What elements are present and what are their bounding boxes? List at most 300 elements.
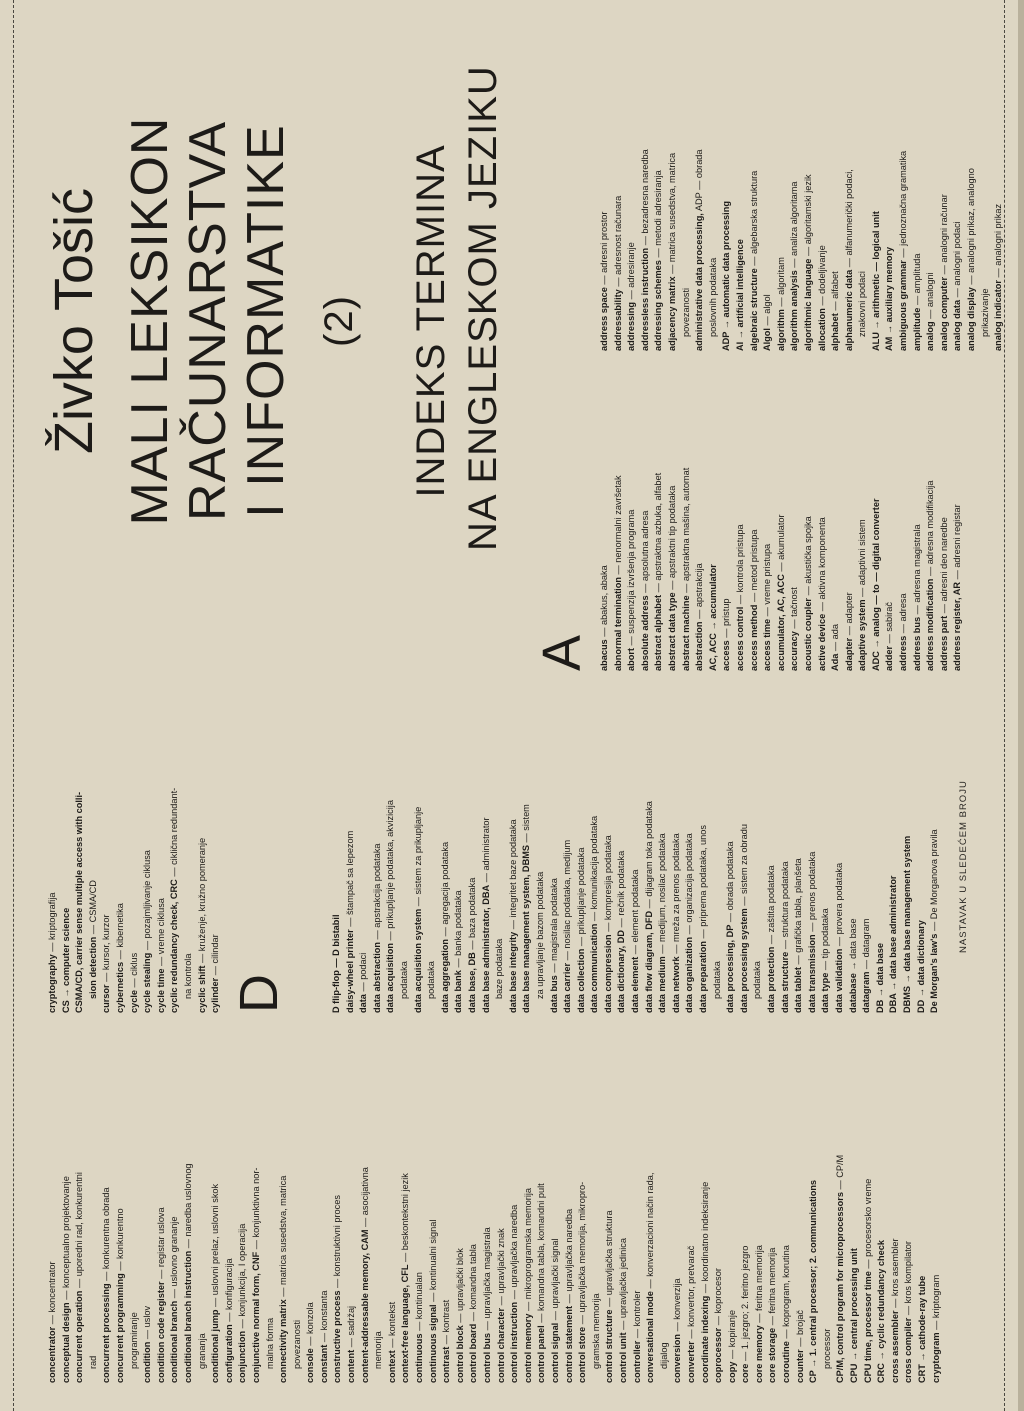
entry-term: analog computer bbox=[938, 276, 949, 351]
entry-definition: — suspenzija izvršenja programa bbox=[626, 509, 637, 649]
entry-term: data collection bbox=[575, 948, 586, 1013]
entry-term: counter bbox=[794, 1349, 805, 1383]
entry-term: access method bbox=[748, 604, 759, 671]
entry-definition: — rečnik podataka bbox=[616, 850, 627, 930]
entry-term: concurrent operation bbox=[74, 1290, 85, 1383]
entry-definition: — adresiranje bbox=[626, 242, 637, 302]
entry-term: console bbox=[305, 1348, 316, 1383]
entry-definition: — koprogram, korutina bbox=[781, 1245, 792, 1342]
entry-definition: — tačnost bbox=[789, 587, 800, 632]
entry-definition: — kibernetika bbox=[114, 903, 125, 962]
entry-term: CPU time, processor time bbox=[862, 1271, 873, 1383]
dictionary-entry bbox=[141, 1053, 155, 1383]
dictionary-entry bbox=[495, 1053, 509, 1383]
entry-term: De Morgan's law's bbox=[929, 933, 940, 1013]
entry-definition: — kontroler bbox=[631, 1290, 642, 1341]
entry-term: accuracy bbox=[789, 631, 800, 671]
entry-term: data flow diagram, DFD bbox=[643, 910, 654, 1013]
entry-term: data communication bbox=[589, 923, 600, 1013]
dictionary-entry bbox=[928, 668, 942, 1013]
entry-term: DD → data dictionary bbox=[915, 920, 926, 1013]
dictionary-entry bbox=[761, 341, 775, 671]
entry-definition: — tip podataka bbox=[820, 908, 831, 973]
dictionary-entry bbox=[372, 1053, 386, 1383]
entry-term: conversion bbox=[672, 1333, 683, 1383]
entry-definition: — CP/M bbox=[835, 1154, 846, 1193]
dictionary-entry bbox=[794, 1053, 808, 1383]
dictionary-entry bbox=[883, 16, 897, 351]
entry-definition: — adresni deo naredbe bbox=[938, 517, 949, 616]
entry-definition: — aktivna komponenta bbox=[816, 517, 827, 614]
dictionary-entry bbox=[897, 341, 911, 671]
dictionary-entry bbox=[915, 668, 929, 1013]
entry-definition: memorija bbox=[373, 1331, 384, 1369]
entry-term: connectivity matrix bbox=[278, 1299, 289, 1383]
dictionary-entry bbox=[454, 1053, 468, 1383]
entry-term: data structure bbox=[779, 951, 790, 1013]
entry-term: control character bbox=[495, 1307, 506, 1383]
entry-definition: — ada bbox=[830, 624, 841, 654]
entry-definition: — adapter bbox=[843, 592, 854, 638]
entry-definition: — analogni podaci bbox=[952, 221, 963, 300]
entry-definition: — analogni računar bbox=[938, 194, 949, 277]
entry-term: data organization bbox=[684, 936, 695, 1013]
entry-term: CP/M, control program for microprocessors bbox=[835, 1192, 846, 1383]
entry-definition: — adresa bbox=[898, 593, 909, 636]
entry-term: conjunction bbox=[237, 1330, 248, 1383]
entry-term: data acquisition bbox=[385, 943, 396, 1013]
entry-definition: — upravljački signal bbox=[549, 1238, 560, 1323]
dictionary-entry bbox=[911, 16, 925, 351]
entry-definition: — kontrast bbox=[441, 1299, 452, 1347]
entry-definition: dijalog bbox=[658, 1342, 669, 1369]
dictionary-entry bbox=[802, 341, 816, 671]
entry-definition: — metodi adresiranja bbox=[653, 170, 664, 261]
entry-definition: ADP — obrada bbox=[694, 149, 705, 214]
dictionary-entry bbox=[46, 668, 60, 1013]
entry-definition: — jednoznačna gramatika bbox=[898, 150, 909, 261]
entry-term: addressing bbox=[626, 301, 637, 351]
dictionary-entry bbox=[860, 668, 874, 1013]
entry-definition: — nosilac podataka, medijum bbox=[562, 839, 573, 963]
entry-definition: — analiza algoritama bbox=[789, 181, 800, 271]
entry-definition: podataka bbox=[398, 961, 409, 999]
entry-definition: — kriptogram bbox=[930, 1274, 941, 1333]
entry-term: constructive process bbox=[332, 1290, 343, 1383]
entry-term: controller bbox=[631, 1340, 642, 1383]
entry-definition: — podaci bbox=[358, 952, 369, 995]
entry-definition: — upravljačka jedinica bbox=[617, 1237, 628, 1333]
entry-definition: — apsolutna adresa bbox=[639, 510, 650, 596]
dictionary-entry bbox=[561, 668, 575, 1013]
entry-term: address bus bbox=[911, 616, 922, 671]
dictionary-entry bbox=[685, 1053, 699, 1383]
entry-term: contrast bbox=[441, 1346, 452, 1383]
entry-term: data preparation bbox=[698, 941, 709, 1013]
dictionary-entry bbox=[440, 1053, 454, 1383]
dictionary-entry bbox=[833, 668, 847, 1013]
dictionary-entry bbox=[100, 1053, 114, 1383]
dictionary-entry bbox=[493, 668, 507, 1013]
entry-term: coordinate indexing bbox=[699, 1295, 710, 1383]
dictionary-entry bbox=[792, 668, 806, 1013]
dictionary-entry bbox=[639, 341, 653, 671]
entry-definition: — konjunkcija, I operacija bbox=[237, 1223, 248, 1331]
entry-term: context bbox=[386, 1350, 397, 1383]
dictionary-entry bbox=[507, 668, 521, 1013]
entry-definition: — upravljačka struktura bbox=[604, 1210, 615, 1310]
entry-definition: — struktura podataka bbox=[779, 861, 790, 952]
entry-definition: — kriptografija bbox=[47, 892, 57, 955]
entry-term: data tablet bbox=[793, 967, 804, 1013]
entry-term: configuration bbox=[223, 1324, 234, 1383]
dictionary-entry bbox=[466, 668, 480, 1013]
dictionary-entry bbox=[847, 668, 861, 1013]
dictionary-entry bbox=[738, 668, 752, 1013]
dictionary-entry bbox=[73, 1053, 87, 1383]
entry-term: addressability bbox=[612, 289, 623, 351]
dictionary-entry bbox=[829, 341, 843, 671]
entry-term: cryptography bbox=[47, 954, 57, 1013]
entry-term: cyclic shift bbox=[196, 965, 207, 1013]
dictionary-entry bbox=[930, 1053, 944, 1383]
dictionary-entry bbox=[639, 16, 653, 351]
entry-definition: grananja bbox=[196, 1333, 207, 1369]
entry-term: control statement bbox=[563, 1305, 574, 1383]
entry-term: concurrent processing bbox=[101, 1283, 112, 1383]
entry-definition: — upravljački blok bbox=[454, 1248, 465, 1326]
entry-term: ADP → automatic data processing bbox=[721, 201, 732, 351]
entry-term: CP → 1. central processor; 2. communications bbox=[808, 1179, 819, 1383]
entry-definition: — konverzija bbox=[672, 1278, 683, 1334]
entry-definition: — konvertor, pretvarač bbox=[685, 1245, 696, 1342]
entry-term: adaptive system bbox=[857, 599, 868, 671]
dictionary-entry bbox=[549, 1053, 563, 1383]
dictionary-entry bbox=[223, 1053, 237, 1383]
entry-definition: — uslovno grananje bbox=[169, 1216, 180, 1301]
entry-definition: — naredba uslovnog bbox=[182, 1163, 193, 1251]
entry-definition: — upravljačka naredba bbox=[509, 1204, 520, 1302]
entry-definition: processor bbox=[821, 1328, 832, 1369]
entry-definition: malna forma bbox=[264, 1317, 275, 1369]
dictionary-entry bbox=[412, 668, 426, 1013]
dictionary-entry bbox=[331, 1053, 345, 1383]
dictionary-entry bbox=[155, 1053, 169, 1383]
dictionary-entry bbox=[425, 668, 439, 1013]
dictionary-entry bbox=[734, 341, 748, 671]
entry-definition: — kontinualni signal bbox=[427, 1219, 438, 1305]
entry-term: control bus bbox=[482, 1332, 492, 1383]
entry-definition: — datagram bbox=[861, 918, 872, 972]
entry-term: condition bbox=[142, 1341, 153, 1383]
entry-definition: — uslov bbox=[142, 1305, 153, 1342]
entry-definition: — nenormalni završetak bbox=[612, 475, 623, 578]
entry-term: data bank bbox=[453, 970, 464, 1013]
entry-term: cursor bbox=[101, 984, 112, 1013]
dictionary-entry bbox=[992, 16, 1006, 351]
entry-definition: — uslovni prelaz, uslovni skok bbox=[210, 1183, 221, 1310]
dictionary-entry bbox=[887, 668, 901, 1013]
entry-definition: — sadržaj bbox=[346, 1305, 357, 1350]
entry-definition: — organizacija podataka bbox=[684, 833, 695, 937]
entry-definition: — akustička spojka bbox=[802, 516, 813, 598]
dictionary-entry bbox=[196, 668, 210, 1013]
entry-definition: — sabirač bbox=[884, 602, 895, 646]
dictionary-entry bbox=[182, 1053, 196, 1383]
entry-definition: — algoritam bbox=[775, 257, 786, 310]
entry-term: active device bbox=[816, 613, 827, 671]
entry-definition: — adresna magistrala bbox=[911, 524, 922, 617]
dictionary-entry bbox=[100, 668, 114, 1013]
entry-term: accumulator, AC, ACC bbox=[775, 574, 786, 671]
entry-definition: — analogni prikaz, analogno bbox=[966, 168, 977, 288]
dictionary-entry bbox=[775, 16, 789, 351]
entry-term: absolute address bbox=[639, 595, 650, 671]
entry-definition: — komandna tabla, komandni pult bbox=[536, 1183, 547, 1326]
entry-term: control unit bbox=[617, 1332, 628, 1383]
entry-definition: — agregacija podataka bbox=[439, 841, 450, 939]
entry-definition: znakovni podaci bbox=[857, 271, 868, 337]
dictionary-entry bbox=[802, 16, 816, 351]
section-letter-d: D bbox=[229, 974, 289, 1013]
entry-definition: — adresni prostor bbox=[599, 211, 609, 288]
dictionary-entry bbox=[128, 668, 142, 1013]
entry-definition: — upravljački znak bbox=[495, 1228, 506, 1308]
dictionary-entry bbox=[965, 16, 979, 351]
dictionary-entry bbox=[643, 668, 657, 1013]
entry-definition: — provera podataka bbox=[833, 862, 844, 949]
entry-definition: — dijagram toka podataka bbox=[643, 801, 654, 911]
entry-term: data validation bbox=[833, 948, 844, 1013]
dictionary-entry bbox=[734, 16, 748, 351]
dictionary-entry bbox=[371, 668, 385, 1013]
entry-term: abort bbox=[626, 648, 637, 671]
entry-definition: — procesorsko vreme bbox=[862, 1178, 873, 1272]
entry-definition: — algol bbox=[762, 294, 773, 329]
entry-definition: — dodeljivanje bbox=[816, 245, 827, 309]
entry-term: CSMA/CD, carrier sense multiple access with colli- bbox=[74, 791, 85, 1013]
entry-definition: — kontrola pristupa bbox=[734, 524, 745, 607]
continued-note: NASTAVAK U SLEDEĆEM BROJU bbox=[958, 780, 969, 953]
entry-definition: gramska memorija bbox=[590, 1293, 601, 1369]
dictionary-entry bbox=[304, 1053, 318, 1383]
dictionary-entry bbox=[398, 668, 412, 1013]
entry-definition: — asocijativna bbox=[359, 1167, 370, 1230]
entry-definition: — koncentrator bbox=[47, 1261, 57, 1327]
entry-term: data processing, DP bbox=[725, 924, 736, 1013]
entry-definition: — kros asembler bbox=[889, 1238, 900, 1311]
dictionary-entry bbox=[951, 16, 965, 351]
dictionary-entry bbox=[751, 668, 765, 1013]
dictionary-entry bbox=[87, 1053, 101, 1383]
entry-term: access time bbox=[762, 618, 773, 671]
entry-term: core storage bbox=[767, 1327, 778, 1383]
dictionary-entry bbox=[522, 1053, 536, 1383]
entry-term: conditional branch bbox=[169, 1300, 180, 1383]
dictionary-entry bbox=[345, 1053, 359, 1383]
title-line-1: MALI LEKSIKON bbox=[121, 116, 179, 526]
entry-definition: — prikupljanje podataka, akvizicija bbox=[385, 800, 396, 944]
dictionary-entry bbox=[856, 341, 870, 671]
dictionary-entry bbox=[856, 16, 870, 351]
entry-definition: — obrada podataka bbox=[725, 841, 736, 925]
entry-term: database bbox=[847, 973, 858, 1013]
dictionary-entry bbox=[576, 1053, 590, 1383]
entry-definition: — cilindar bbox=[210, 934, 221, 978]
column-2 bbox=[46, 668, 223, 1013]
entry-term: cycle bbox=[128, 990, 139, 1013]
column-3 bbox=[330, 668, 942, 1013]
entry-term: administrative data processing, bbox=[694, 213, 705, 351]
dictionary-entry bbox=[168, 1053, 182, 1383]
entry-definition: — konfiguracija bbox=[223, 1258, 234, 1325]
dictionary-entry bbox=[60, 668, 74, 1013]
entry-definition: — ciklus bbox=[128, 952, 139, 990]
entry-definition: — apstrakcija bbox=[694, 563, 705, 622]
entry-term: alphanumeric data bbox=[843, 269, 854, 351]
entry-definition: — konjunktivna nor- bbox=[250, 1167, 261, 1252]
dictionary-entry bbox=[902, 1053, 916, 1383]
entry-definition: — priprema podataka, unos bbox=[698, 825, 709, 942]
section-letter-a: A bbox=[532, 634, 592, 671]
dictionary-entry bbox=[911, 341, 925, 671]
subtitle-line-2: NA ENGLESKOM JEZIKU bbox=[461, 65, 505, 551]
entry-definition: — adresna modifikacija bbox=[925, 480, 936, 579]
entry-definition: — metod pristupa bbox=[748, 529, 759, 605]
entry-term: DBA → data base administrator bbox=[888, 875, 899, 1013]
dictionary-entry bbox=[535, 1053, 549, 1383]
entry-term: continuous bbox=[414, 1333, 425, 1383]
entry-definition: — konstruktivni proces bbox=[332, 1195, 343, 1291]
dictionary-entry bbox=[357, 668, 371, 1013]
dictionary-entry bbox=[73, 668, 87, 1013]
dictionary-entry bbox=[670, 668, 684, 1013]
entry-definition: — kopiranje bbox=[726, 1309, 737, 1362]
dictionary-entry bbox=[481, 1053, 495, 1383]
entry-definition: — brojač bbox=[794, 1309, 805, 1350]
entry-definition: — banka podataka bbox=[453, 890, 464, 971]
entry-term: constant bbox=[318, 1344, 329, 1383]
dictionary-entry bbox=[834, 1053, 848, 1383]
dictionary-entry bbox=[848, 1053, 862, 1383]
entry-term: core bbox=[740, 1363, 751, 1383]
dictionary-entry bbox=[788, 16, 802, 351]
dictionary-entry bbox=[897, 16, 911, 351]
entry-definition: — algebarska struktura bbox=[748, 170, 759, 269]
entry-definition: — adresnost računara bbox=[612, 195, 623, 290]
entry-term: data dictionary, DD bbox=[616, 929, 627, 1013]
dictionary-entry bbox=[901, 668, 915, 1013]
entry-term: conversational mode bbox=[645, 1291, 656, 1383]
dictionary-entry bbox=[924, 16, 938, 351]
dictionary-entry bbox=[264, 1053, 278, 1383]
dictionary-entry bbox=[693, 16, 707, 351]
entry-definition: — vreme pristupa bbox=[762, 543, 773, 619]
entry-term: algorithm analysis bbox=[789, 270, 800, 351]
page-edge-right bbox=[1018, 0, 1024, 1411]
entry-definition: — konzola bbox=[305, 1302, 316, 1349]
dictionary-entry bbox=[726, 1053, 740, 1383]
dictionary-entry bbox=[60, 1053, 74, 1383]
entry-definition: — kruženje, kružno pomeranje bbox=[196, 837, 207, 966]
entry-term: data bus bbox=[548, 975, 559, 1013]
entry-term: abacus bbox=[599, 639, 609, 671]
entry-term: address modification bbox=[925, 578, 936, 671]
dictionary-entry bbox=[590, 1053, 604, 1383]
dictionary-entry bbox=[575, 668, 589, 1013]
entry-term: datagram bbox=[861, 971, 872, 1013]
entry-definition: — koprocesor bbox=[713, 1268, 724, 1328]
entry-term: control board bbox=[468, 1323, 479, 1383]
entry-term: ambiguous grammar bbox=[898, 260, 909, 351]
entry-term: control store bbox=[577, 1326, 588, 1383]
entry-term: adder bbox=[884, 645, 895, 671]
entry-term: content bbox=[346, 1349, 357, 1383]
entry-term: analog indicator bbox=[993, 280, 1004, 351]
entry-term: DB → data base bbox=[874, 943, 885, 1013]
dictionary-entry bbox=[699, 1053, 713, 1383]
entry-definition: prikazivanje bbox=[979, 288, 990, 337]
entry-definition: — CSMA/CD bbox=[87, 880, 98, 937]
dictionary-entry bbox=[114, 668, 128, 1013]
dictionary-entry bbox=[870, 341, 884, 671]
entry-term: sion detection bbox=[87, 936, 98, 999]
entry-definition: — grafička tabla, planšeta bbox=[793, 858, 804, 968]
entry-definition: podataka bbox=[711, 961, 722, 999]
entry-definition: — mreža za prenos podataka bbox=[670, 833, 681, 957]
entry-term: data base, DB bbox=[466, 952, 477, 1013]
entry-term: AI → artificial intelligence bbox=[734, 239, 745, 351]
entry-term: data base management system, DBMS bbox=[521, 845, 532, 1013]
dictionary-entry bbox=[680, 341, 694, 671]
entry-definition: — magistrala podataka bbox=[548, 878, 559, 976]
entry-term: cyclic redundancy check, CRC bbox=[169, 879, 180, 1013]
entry-definition: — feritna memorija bbox=[753, 1245, 764, 1326]
entry-term: concentrator bbox=[47, 1326, 57, 1383]
entry-definition: — kompresija podataka bbox=[602, 835, 613, 935]
entry-definition: — štampač sa lepezom bbox=[344, 830, 355, 930]
dictionary-entry bbox=[843, 341, 857, 671]
entry-term: adjacency matrix bbox=[666, 276, 677, 351]
entry-definition: — adaptivni sistem bbox=[857, 519, 868, 600]
entry-term: algorithmic language bbox=[802, 258, 813, 351]
entry-definition: — vreme ciklusa bbox=[155, 898, 166, 969]
entry-term: abnormal termination bbox=[612, 577, 623, 671]
entry-term: data carrier bbox=[562, 962, 573, 1013]
dictionary-entry bbox=[168, 668, 182, 1013]
entry-definition: — medijum, nosilac podataka bbox=[657, 833, 668, 957]
dictionary-entry bbox=[344, 668, 358, 1013]
entry-definition: — baza podataka bbox=[466, 877, 477, 953]
dictionary-entry bbox=[739, 1053, 753, 1383]
entry-definition: povezanosti bbox=[291, 1319, 302, 1369]
dictionary-entry bbox=[612, 341, 626, 671]
entry-term: data element bbox=[630, 956, 641, 1013]
dictionary-entry bbox=[652, 16, 666, 351]
dictionary-entry bbox=[617, 1053, 631, 1383]
dictionary-entry bbox=[46, 1053, 60, 1383]
entry-term: adapter bbox=[843, 637, 854, 671]
title-line-2: RAČUNARSTVA bbox=[179, 120, 237, 522]
entry-term: cross assembler bbox=[889, 1310, 900, 1383]
entry-term: analog data bbox=[952, 299, 963, 351]
entry-term: copy bbox=[726, 1361, 737, 1383]
entry-term: AC, ACC → accumulator bbox=[707, 564, 718, 671]
entry-term: CRT → cathode-ray tube bbox=[917, 1275, 927, 1383]
dictionary-entry bbox=[603, 1053, 617, 1383]
entry-definition: — apstraktna mašina, automat bbox=[680, 467, 691, 596]
dictionary-entry bbox=[652, 341, 666, 671]
